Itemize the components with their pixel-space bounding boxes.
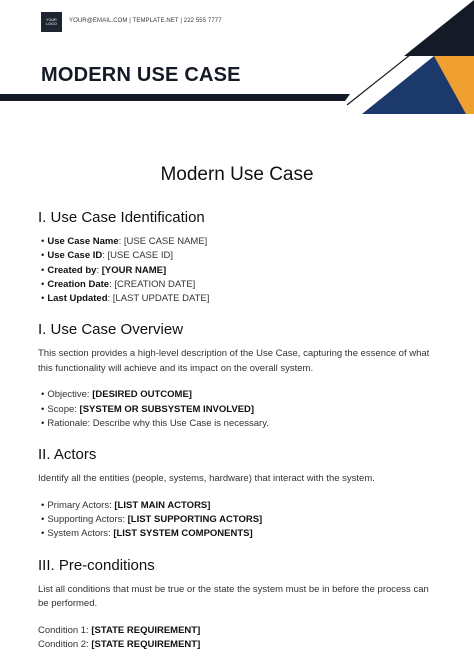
overview-list	[38, 388, 438, 431]
company-logo	[41, 12, 62, 32]
list-item: • Primary Actors: [LIST MAIN ACTORS]	[38, 499, 438, 513]
identification-list	[38, 235, 438, 306]
list-item: • Use Case Name: [USE CASE NAME]	[38, 235, 438, 249]
document-body	[38, 162, 438, 666]
section-heading: I. Use Case Identification	[38, 209, 205, 226]
section-heading: I. Use Case Overview	[38, 321, 184, 339]
section-heading: III. Pre-conditions	[38, 556, 155, 574]
list-item: • System Actors: [LIST SYSTEM COMPONENTS]	[38, 527, 438, 541]
section-actors	[38, 445, 438, 541]
list-item: • Created by: [YOUR NAME]	[38, 264, 438, 278]
section-text: Identify all the entities (people, systems, hardware) that interact with the system.	[38, 473, 375, 485]
section-preconditions	[38, 556, 438, 653]
list-item: • Supporting Actors: [LIST SUPPORTING ACTORS]	[38, 513, 438, 527]
section-text: List all conditions that must be true or the state the system must be in before the process can be performed.	[38, 583, 429, 610]
condition-line: Condition 1: [STATE REQUIREMENT]	[38, 624, 201, 636]
list-item: • Rationale: Describe why this Use Case is necessary.	[38, 417, 438, 431]
list-item: • Scope: [SYSTEM OR SUBSYSTEM INVOLVED]	[38, 403, 438, 417]
contact-info: YOUR@EMAIL.COM | TEMPLATE.NET | 222 555 7777	[69, 18, 222, 24]
list-item: • Use Case ID: [USE CASE ID]	[38, 249, 438, 263]
document-title: Modern Use Case	[160, 164, 314, 185]
header-title: MODERN USE CASE	[41, 64, 241, 86]
actors-list	[38, 499, 438, 542]
list-item: • Last Updated: [LAST UPDATE DATE]	[38, 292, 438, 306]
logo-line-2: LOGO	[46, 22, 57, 26]
section-overview	[38, 320, 438, 431]
list-item: • Creation Date: [CREATION DATE]	[38, 278, 438, 292]
logo-line-1: YOUR	[46, 17, 57, 22]
header-dark-triangle	[404, 0, 474, 56]
section-text: This section provides a high-level description of the Use Case, capturing the essence of what this functionality will achieve and its impact on the overall system.	[38, 348, 430, 374]
section-heading: II. Actors	[38, 446, 97, 464]
condition-line: Condition 2: [STATE REQUIREMENT]	[38, 639, 201, 651]
section-identification	[38, 208, 438, 306]
header-bar	[0, 94, 350, 101]
list-item: • Objective: [DESIRED OUTCOME]	[38, 388, 438, 402]
